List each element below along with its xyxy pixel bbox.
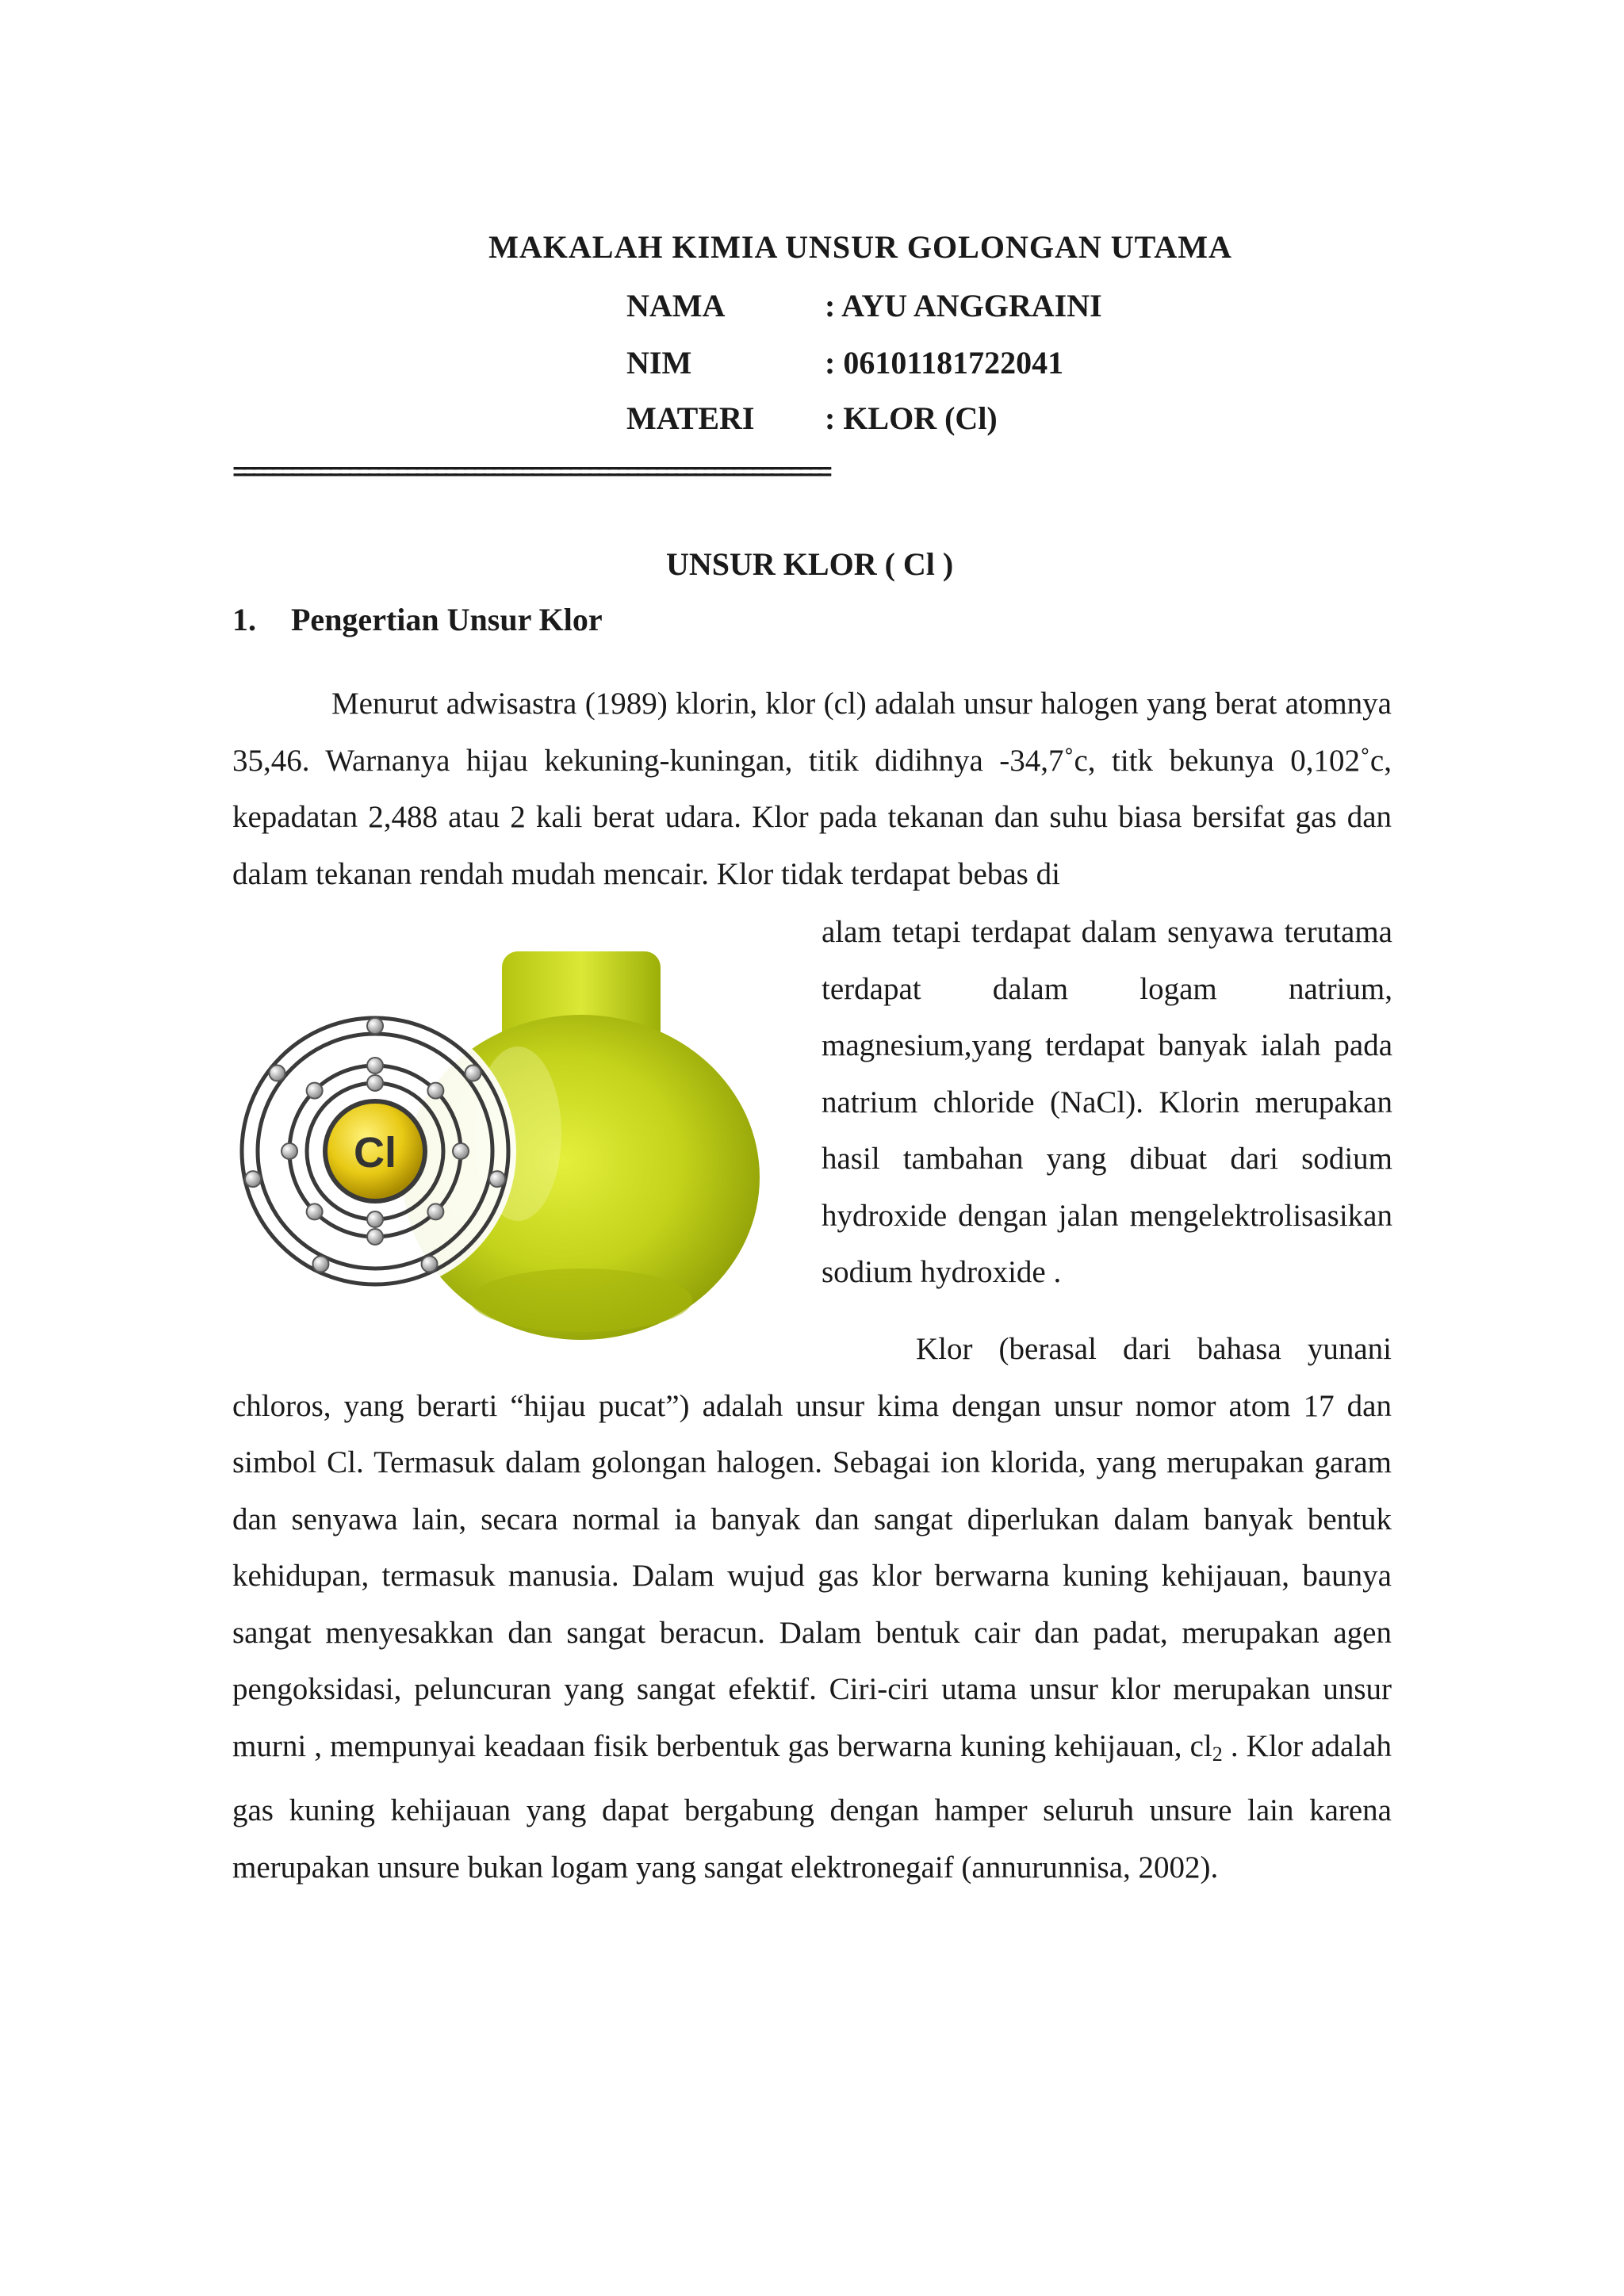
subscript-2: 2 — [1212, 1742, 1223, 1766]
meta-row-nama — [626, 287, 1102, 324]
meta-value-nama: : AYU ANGGRAINI — [825, 288, 1102, 323]
paragraph-2-text-end: . Klor adalah gas kuning kehijauan yang dapat bergabung dengan hamper seluruh unsure lain karena merupakan unsure bukan logam yang sangat elektronegaif (annurunnisa, 2002). — [232, 1728, 1392, 1885]
meta-label-materi: MATERI — [626, 400, 755, 436]
paragraph-1-text: Menurut adwisastra (1989) klorin, klor (cl) adalah unsur halogen yang berat atomnya 35,46. Warnanya hijau kekuning-kuningan, titik didihnya -34,7˚c, titk bekunya 0,102˚c, kepadatan 2,488 atau 2 kali berat udara. Klor pada tekanan dan suhu biasa bersifat gas dan dalam tekanan rendah mudah mencair. Klor tidak terdapat bebas di — [232, 687, 1392, 891]
meta-row-nim — [626, 344, 1063, 381]
electron — [367, 1075, 383, 1091]
electron — [245, 1171, 261, 1187]
meta-value-materi: : KLOR (Cl) — [825, 400, 998, 436]
atom-symbol: Cl — [354, 1129, 396, 1177]
electron — [307, 1083, 323, 1099]
electron — [269, 1065, 285, 1081]
header-divider: ============================================================== — [232, 460, 828, 488]
heading-text: Pengertian Unsur Klor — [291, 602, 603, 637]
heading-number: 1. — [232, 602, 256, 637]
electron — [465, 1065, 481, 1081]
paragraph-1-wrap: alam tetapi terdapat dalam senyawa terutama terdapat dalam logam natrium, magnesium,yang terdapat banyak ialah pada natrium chloride (NaCl). Klorin merupakan hasil tambahan yang dibuat dari sodium hydroxide dengan jalan mengelektrolisasikan sodium hydroxide . — [822, 915, 1392, 1289]
section-title: UNSUR KLOR ( Cl ) — [666, 546, 954, 582]
section-heading — [232, 601, 603, 638]
paragraph-2-text: Klor (berasal dari bahasa yunani chloros, yang berarti “hijau pucat”) adalah unsur kima dengan unsur nomor atom 17 dan simbol Cl. Termasuk dalam golongan halogen. Sebagai ion klorida, yang merupakan garam dan senyawa lain, secara normal ia banyak dan sangat diperlukan dalam banyak bentuk kehidupan, termasuk manusia. Dalam wujud gas klor berwarna kuning kehijauan, baunya sangat menyesakkan dan sangat beracun. Dalam bentuk cair dan padat, merupakan agen pengoksidasi, peluncuran yang sangat efektif. Ciri-ciri utama unsur klor merupakan unsur murni , mempunyai keadaan fisik berbentuk gas berwarna kuning kehijauan, cl — [232, 1332, 1392, 1763]
meta-label-nim: NIM — [626, 345, 692, 381]
document-title: MAKALAH KIMIA UNSUR GOLONGAN UTAMA — [488, 229, 1232, 265]
electron — [422, 1256, 438, 1272]
chlorine-atom-diagram — [234, 1010, 516, 1292]
chlorine-illustration — [232, 951, 811, 1340]
electron — [489, 1171, 505, 1187]
electron — [307, 1203, 323, 1219]
electron — [427, 1083, 443, 1099]
paragraph-1 — [232, 675, 1392, 902]
paragraph-2 — [232, 1321, 1392, 1896]
meta-row-materi — [626, 400, 998, 437]
meta-label-nama: NAMA — [626, 288, 726, 323]
electron — [282, 1143, 297, 1159]
electron — [367, 1229, 383, 1245]
electron — [312, 1256, 328, 1272]
meta-value-nim: : 06101181722041 — [825, 345, 1064, 381]
electron — [367, 1211, 383, 1227]
electron — [367, 1018, 383, 1034]
electron — [367, 1058, 383, 1073]
electron — [453, 1143, 469, 1159]
electron — [427, 1203, 443, 1219]
